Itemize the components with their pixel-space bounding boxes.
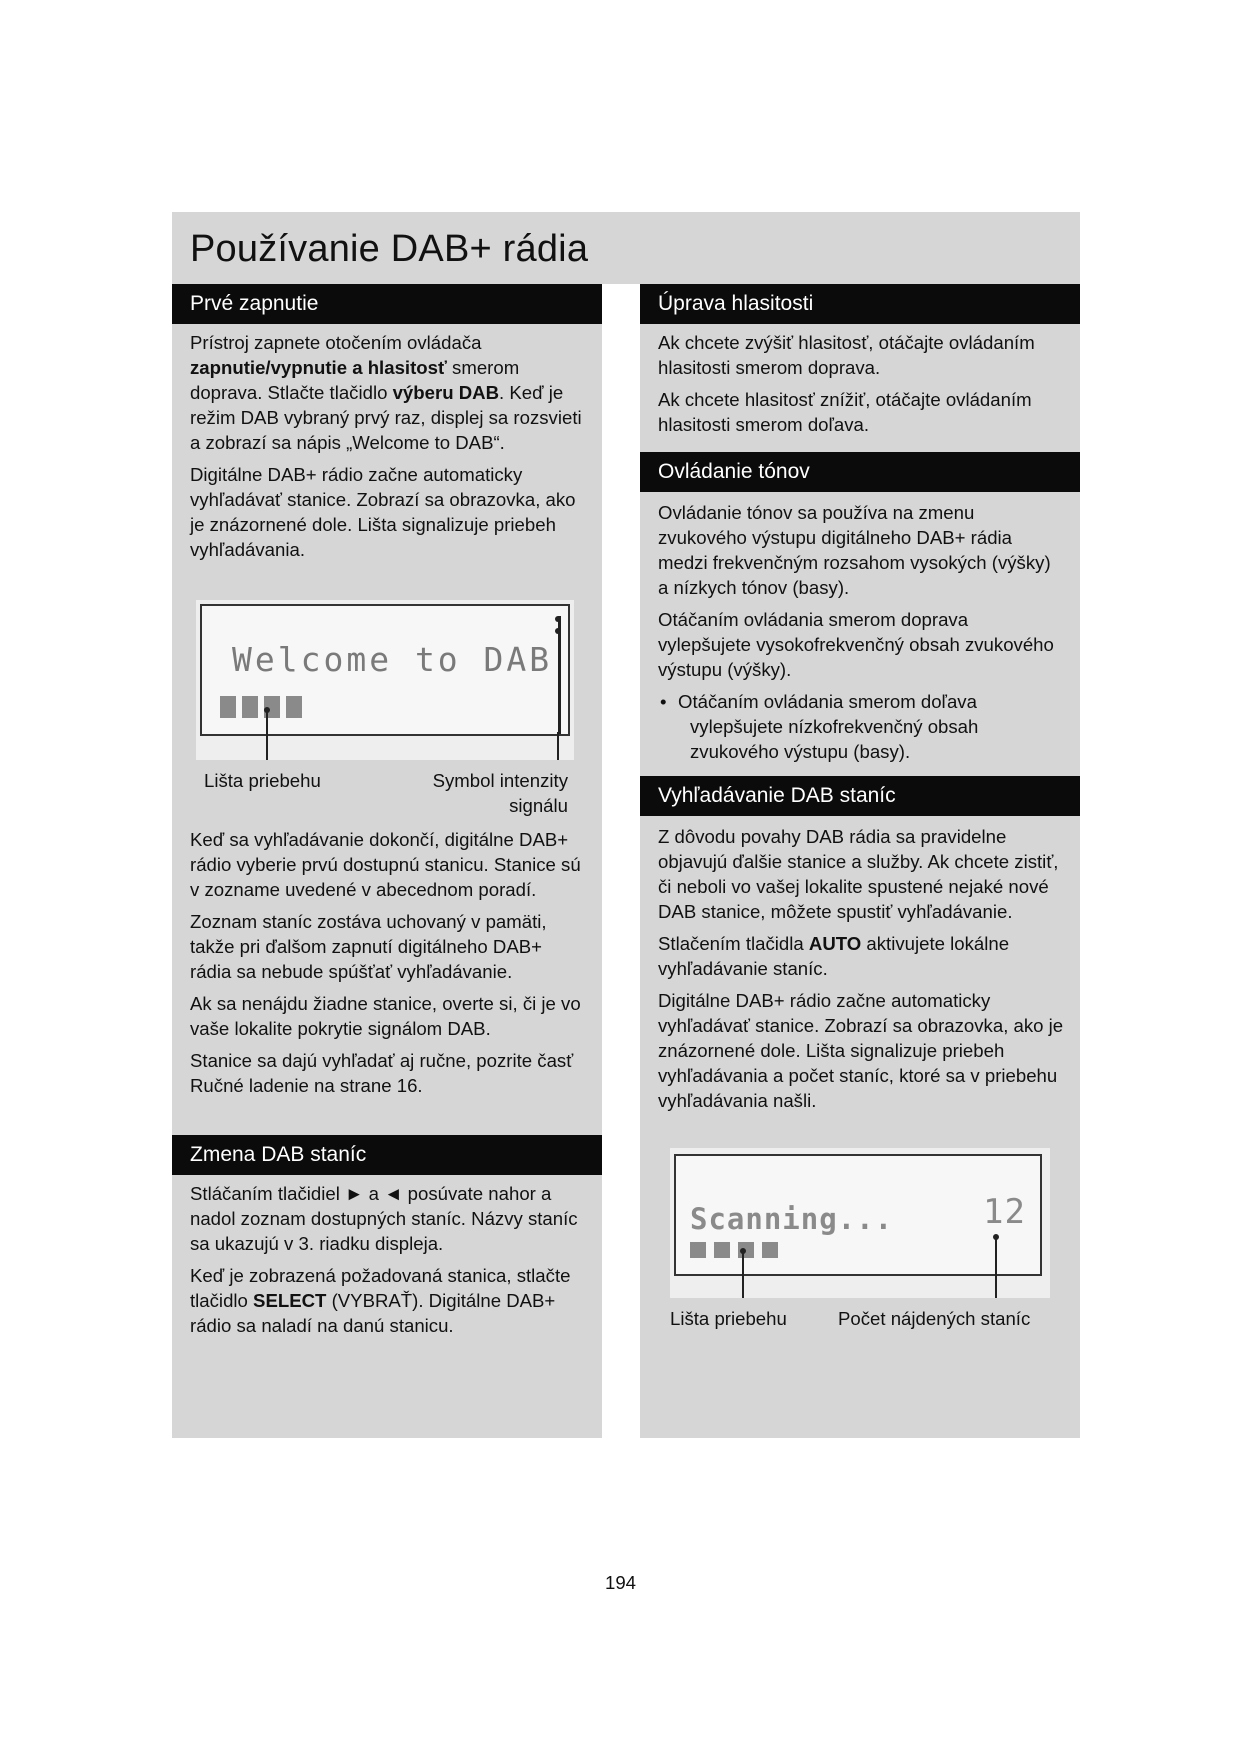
paragraph: Ak chcete hlasitosť znížiť, otáčajte ovládaním hlasitosti smerom doľava.: [658, 389, 1032, 435]
welcome-display-illustration: [196, 600, 574, 760]
pointer-line: [266, 710, 268, 760]
progress-segment: [690, 1242, 706, 1258]
bold-text: AUTO: [808, 933, 862, 954]
pointer-line: [995, 1238, 997, 1298]
section-heading-volume: Úprava hlasitosti: [640, 284, 1080, 324]
paragraph: Otáčaním ovládania smerom doprava vylepšujete vysokofrekvenčný obsah zvukového výstupu (výšky).: [658, 609, 1054, 680]
text: Prístroj zapnete otočením ovládača: [190, 332, 482, 353]
caption-line: signálu: [509, 795, 568, 816]
station-search-text: [658, 824, 1066, 1120]
pointer-dot: [555, 628, 561, 634]
caption-line: Symbol intenzity: [432, 770, 568, 791]
bold-text: výberu DAB: [392, 382, 500, 403]
paragraph: Stanice sa dajú vyhľadať aj ručne, pozrite časť Ručné ladenie na strane 16.: [190, 1050, 574, 1096]
paragraph: Digitálne DAB+ rádio začne automaticky vyhľadávať stanice. Zobrazí sa obrazovka, ako je znázornené dole. Lišta signalizuje priebeh vyhľadávania.: [190, 464, 576, 560]
text: Stlačením tlačidla: [658, 933, 809, 954]
bullet-text: Otáčaním ovládania smerom doľava: [678, 691, 977, 712]
pointer-line: [557, 732, 559, 760]
pointer-line: [742, 1252, 744, 1298]
caption-progress-bar: Lišta priebehu: [204, 770, 321, 791]
progress-segment: [286, 696, 302, 718]
caption-progress-bar: Lišta priebehu: [670, 1308, 787, 1329]
volume-text: [658, 330, 1066, 444]
tone-text: [658, 500, 1066, 764]
paragraph: Keď sa vyhľadávanie dokončí, digitálne DAB+ rádio vyberie prvú dostupnú stanicu. Stanice sú v zozname uvedené v abecednom poradí.: [190, 829, 581, 900]
section-heading-station-search: Vyhľadávanie DAB staníc: [640, 776, 1080, 816]
lcd-screen: [200, 604, 570, 736]
progress-segment: [762, 1242, 778, 1258]
bold-text: zapnutie/vypnutie a hlasitosť: [190, 357, 447, 378]
paragraph: [190, 1263, 588, 1338]
bullet-item: [658, 689, 1066, 764]
caption-signal-strength: [433, 768, 568, 818]
text: smerom doprava. Stlačte tlačidlo: [190, 357, 520, 403]
section-heading-tone: Ovládanie tónov: [640, 452, 1080, 492]
bullet-text: vylepšujete nízkofrekvenčný obsah zvukového výstupu (basy).: [690, 716, 979, 762]
lcd-screen: [674, 1154, 1042, 1276]
caption-station-count: Počet nájdených staníc: [838, 1308, 1031, 1329]
pointer-dot: [555, 616, 561, 622]
display-text: Welcome to DAB: [232, 640, 553, 679]
first-use-text: [190, 330, 588, 569]
page-number: 194: [604, 1572, 637, 1593]
paragraph: Digitálne DAB+ rádio začne automaticky vyhľadávať stanice. Zobrazí sa obrazovka, ako je znázornené dole. Lišta signalizuje priebeh vyhľadávania a počet staníc, ktoré sa v priebehu vyhľadávania našli.: [658, 990, 1064, 1111]
paragraph: Ak chcete zvýšiť hlasitosť, otáčajte ovládaním hlasitosti smerom doprava.: [658, 332, 1035, 378]
left-column: [172, 284, 602, 1438]
display-text: Scanning...: [690, 1202, 894, 1236]
station-count: 12: [983, 1192, 1026, 1232]
progress-segment: [242, 696, 258, 718]
section-heading-change-stations: Zmena DAB staníc: [172, 1135, 602, 1175]
progress-segment: [714, 1242, 730, 1258]
text: . Keď je režim DAB vybraný prvý raz, displej sa rozsvieti a zobrazí sa nápis „Welcome to DAB“.: [190, 382, 582, 453]
bold-text: SELECT: [253, 1290, 327, 1311]
paragraph: Z dôvodu povahy DAB rádia sa pravidelne objavujú ďalšie stanice a služby. Ak chcete zistiť, či neboli vo vašej lokalite spustené nejaké nové DAB stanice, môžete spustiť vyhľadávanie.: [658, 826, 1059, 922]
text: aktivujete lokálne vyhľadávanie staníc.: [658, 933, 1010, 979]
paragraph: Ak sa nenájdu žiadne stanice, overte si, či je vo vaše lokalite pokrytie signálom DAB.: [190, 993, 581, 1039]
text: Keď je zobrazená požadovaná stanica, stlačte tlačidlo: [190, 1265, 571, 1311]
progress-segment: [220, 696, 236, 718]
change-stations-text: [190, 1181, 588, 1345]
paragraph: [190, 330, 588, 455]
scanning-display-illustration: [670, 1148, 1050, 1298]
section-heading-first-use: Prvé zapnutie: [172, 284, 602, 324]
paragraph: Zoznam staníc zostáva uchovaný v pamäti, takže pri ďalšom zapnutí digitálneho DAB+ rádia sa nebude spúšťať vyhľadávanie.: [190, 911, 547, 982]
first-use-text-2: [190, 827, 588, 1105]
paragraph: Stláčaním tlačidiel ► a ◄ posúvate nahor a nadol zoznam dostupných staníc. Názvy staníc sa ukazujú v 3. riadku displeja.: [190, 1183, 578, 1254]
page-title: Používanie DAB+ rádia: [190, 228, 589, 270]
paragraph: Ovládanie tónov sa používa na zmenu zvukového výstupu digitálneho DAB+ rádia medzi frekvenčným rozsahom vysokých (výšky) a nízkych tónov (basy).: [658, 502, 1051, 598]
paragraph: [658, 931, 1066, 981]
text: (VYBRAŤ). Digitálne DAB+ rádio sa naladí na danú stanicu.: [190, 1290, 556, 1336]
right-column: [640, 284, 1080, 1438]
